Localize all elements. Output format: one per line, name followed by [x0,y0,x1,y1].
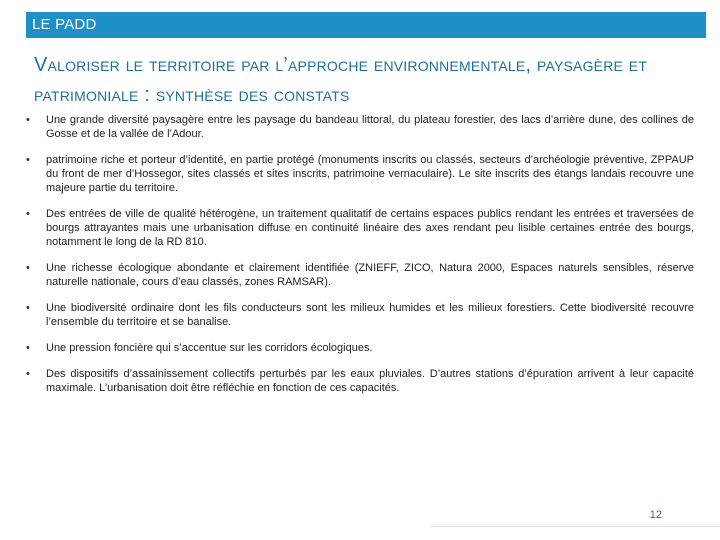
bullet-text: patrimoine riche et porteur d’identité, en partie protégé (monuments inscrits ou classés, secteurs d’archéologie préventive, ZPPAUP du front de mer d’Hossegor, sites classés et sites inscrits, patrimoine vernaculaire). Le site inscrits des étangs landais recouvre une majeure partie du territoire. [46,154,694,194]
bullet-marker: • [26,154,30,166]
footer-divider [430,526,720,527]
bullet-marker: • [26,302,30,314]
header-bar [26,12,706,38]
bullet-text: Une grande diversité paysagère entre les paysage du bandeau littoral, du plateau forestier, des lacs d’arrière dune, des collines de Gosse et de la vallée de l’Adour. [46,114,694,140]
bullet-item [26,153,694,195]
bullet-item [26,207,694,249]
bullet-item [26,341,694,355]
bullet-marker: • [26,342,30,354]
bullet-list [26,113,694,407]
page-number: 12 [649,509,662,521]
bullet-marker: • [26,208,30,220]
bullet-text: Des entrées de ville de qualité hétérogène, un traitement qualitatif de certains espaces publics rendant les entrées et traversées de bourgs attrayantes mais une urbanisation diffuse en continuité linéaire des axes rendant peu lisible certaines entrée des bourgs, notamment le long de la RD 810. [46,208,694,248]
page-title: Valoriser le territoire par l’approche environnementale, paysagère et patrimoniale : synthèse des constats [34,54,648,106]
bullet-item [26,261,694,289]
bullet-item [26,113,694,141]
bullet-item [26,367,694,395]
bullet-text: Une pression foncière qui s’accentue sur les corridors écologiques. [46,342,373,354]
bullet-marker: • [26,262,30,274]
bullet-text: Une richesse écologique abondante et clairement identifiée (ZNIEFF, ZICO, Natura 2000, Espaces naturels sensibles, réserve naturelle nationale, cours d’eau classés, zones RAMSAR). [46,262,694,288]
bullet-marker: • [26,114,30,126]
header-label: LE PADD [32,16,97,33]
bullet-text: Des dispositifs d’assainissement collectifs perturbés par les eaux pluviales. D’autres stations d’épuration arrivent à leur capacité maximale. L’urbanisation doit être réfléchie en fonction de ces capacités. [46,368,694,394]
bullet-item [26,301,694,329]
bullet-text: Une biodiversité ordinaire dont les fils conducteurs sont les milieux humides et les milieux forestiers. Cette biodiversité recouvre l’ensemble du territoire et se banalise. [46,302,694,328]
bullet-marker: • [26,368,30,380]
